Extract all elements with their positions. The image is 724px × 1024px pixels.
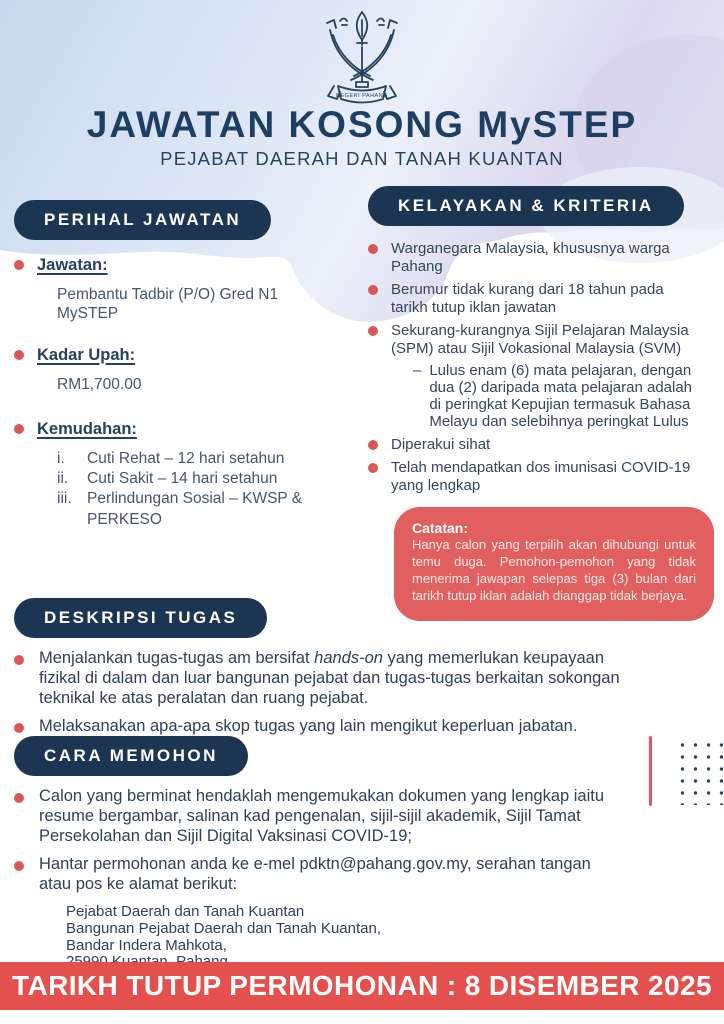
hands-on-italic: hands-on bbox=[314, 649, 383, 667]
kadar-upah-label: Kadar Upah: bbox=[37, 345, 136, 364]
bullet-icon bbox=[14, 723, 24, 733]
page-subtitle: PEJABAT DAERAH DAN TANAH KUANTAN bbox=[160, 148, 564, 169]
address-line: Pejabat Daerah dan Tanah Kuantan bbox=[66, 902, 305, 920]
list-item: i. Cuti Rehat – 12 hari setahun bbox=[57, 450, 285, 468]
list-item bbox=[14, 420, 362, 439]
bullet-icon bbox=[14, 350, 24, 360]
kelayakan-list bbox=[368, 240, 720, 495]
bullet-icon bbox=[14, 793, 24, 803]
red-line-decoration bbox=[649, 736, 652, 806]
bullet-icon bbox=[368, 326, 378, 336]
deskripsi-tugas-section bbox=[14, 598, 714, 746]
kadar-upah-value: RM1,700.00 bbox=[57, 375, 142, 393]
dots-pattern-decoration bbox=[676, 739, 724, 805]
address-line: Bandar Indera Mahkota, bbox=[66, 936, 227, 954]
perihal-jawatan-section bbox=[14, 200, 362, 530]
bullet-icon bbox=[14, 861, 24, 871]
list-item: Calon yang berminat hendaklah mengemukakan dokumen yang lengkap iaitu resume bergambar, salinan kad pengenalan, sijil-sijil akademik, Sijil Tamat Persekolahan dan Sijil Digital Vaksinasi COVID-19; bbox=[14, 787, 674, 846]
email-address: pdktn@pahang.gov.my bbox=[299, 855, 467, 874]
deskripsi-list bbox=[14, 649, 714, 737]
cara-heading: CARA MEMOHON bbox=[14, 736, 248, 776]
list-sub-item: – Lulus enam (6) mata pelajaran, dengan dua (2) daripada mata pelajaran adalah di peringkat Kepujian termasuk Bahasa Melayu dan selebihnya peringkat Lulus bbox=[413, 362, 693, 430]
cara-list bbox=[14, 787, 674, 895]
list-item: Diperakui sihat bbox=[368, 436, 720, 454]
page-title: JAWATAN KOSONG MySTEP bbox=[86, 104, 638, 145]
list-item: iii. Perlindungan Sosial – KWSP & PERKESO bbox=[57, 490, 303, 528]
jawatan-value: Pembantu Tadbir (P/O) Gred N1 MySTEP bbox=[57, 286, 279, 323]
list-item: ii. Cuti Sakit – 14 hari setahun bbox=[57, 470, 278, 488]
bullet-icon bbox=[368, 440, 378, 450]
bullet-icon bbox=[368, 463, 378, 473]
list-item: Telah mendapatkan dos imunisasi COVID-19 yang lengkap bbox=[368, 459, 720, 495]
kelayakan-heading: KELAYAKAN & KRITERIA bbox=[368, 186, 684, 226]
bullet-icon bbox=[368, 285, 378, 295]
list-item: Warganegara Malaysia, khususnya warga Pahang bbox=[368, 240, 720, 276]
cara-memohon-section bbox=[14, 736, 674, 971]
crest-banner-label: NEGERI PAHANG bbox=[336, 93, 388, 99]
bullet-icon bbox=[14, 655, 24, 665]
list-item: Sekurang-kurangnya Sijil Pelajaran Malaysia (SPM) atau Sijil Vokasional Malaysia (SVM) bbox=[368, 322, 720, 358]
kelayakan-kriteria-section bbox=[368, 186, 720, 621]
deskripsi-heading: DESKRIPSI TUGAS bbox=[14, 598, 267, 638]
kemudahan-label: Kemudahan: bbox=[37, 420, 137, 439]
pahang-state-crest-icon bbox=[310, 10, 414, 110]
list-item: Hantar permohonan anda ke e-mel pdktn@pahang.gov.my, serahan tangan atau pos ke alamat berikut: bbox=[14, 855, 674, 895]
perihal-heading: PERIHAL JAWATAN bbox=[14, 200, 271, 240]
closing-date-text: TARIKH TUTUP PERMOHONAN : 8 DISEMBER 2025 bbox=[12, 970, 712, 1001]
bullet-icon bbox=[368, 244, 378, 254]
list-item bbox=[14, 256, 362, 275]
closing-date-bar bbox=[0, 962, 724, 1010]
list-item bbox=[14, 346, 362, 365]
list-item: Melaksanakan apa-apa skop tugas yang lain mengikut keperluan jabatan. bbox=[14, 717, 714, 737]
list-item: Berumur tidak kurang dari 18 tahun pada tarikh tutup iklan jawatan bbox=[368, 281, 720, 317]
kemudahan-list bbox=[57, 449, 362, 530]
jawatan-label: Jawatan: bbox=[37, 256, 108, 274]
catatan-text: Hanya calon yang terpilih akan dihubungi untuk temu duga. Pemohon-pemohon yang tidak menerima jawapan selepas tiga (3) bulan dari tarikh tutup iklan adalah dianggap tidak berjaya. bbox=[412, 537, 696, 603]
bullet-icon bbox=[14, 424, 24, 434]
catatan-label: Catatan: bbox=[412, 519, 469, 536]
address-line: Bangunan Pejabat Daerah dan Tanah Kuantan, bbox=[66, 919, 381, 937]
bullet-icon bbox=[14, 260, 24, 270]
list-item: Menjalankan tugas-tugas am bersifat hands-on yang memerlukan keupayaan fizikal di dalam dan luar bangunan pejabat dan tugas-tugas berkaitan sokongan teknikal ke atas peralatan dan ruang pejabat. bbox=[14, 649, 714, 708]
